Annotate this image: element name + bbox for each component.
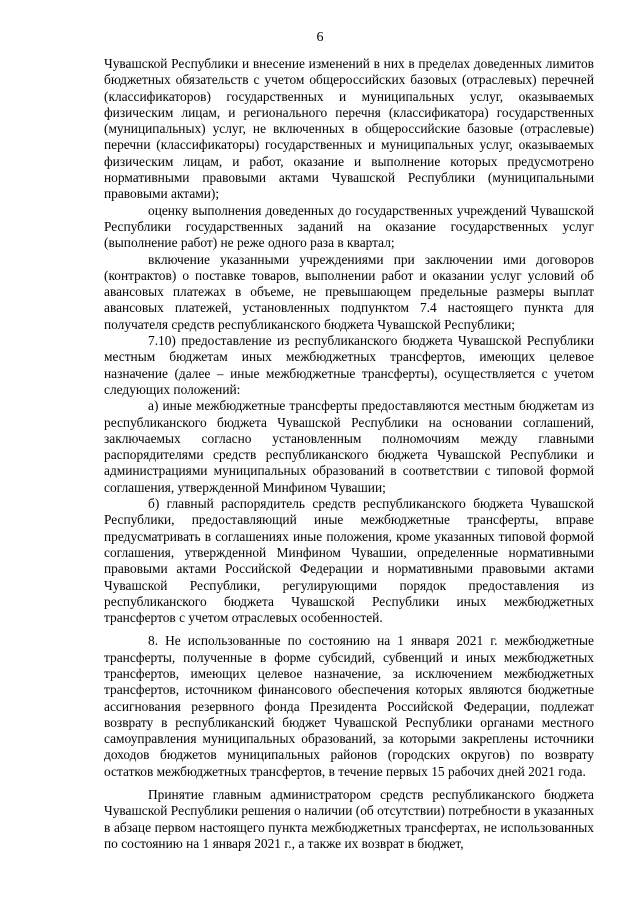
- paragraph-decision: Принятие главным администратором средств республиканского бюджета Чувашской Республики решения о наличии (об отсутствии) потребности в указанных в абзаце первом настоящего пункта межбюджетных трансфертах, не использованных по состоянию на 1 января 2021 г., а также их возврат в бюджет,: [104, 787, 594, 851]
- paragraph-8: 8. Не использованные по состоянию на 1 января 2021 г. межбюджетные трансферты, полученные в форме субсидий, субвенций и иных межбюджетных трансфертов, имеющих целевое назначение, за исключением межбюджетных трансфертов, источником финансового обеспечения которых являются бюджетные ассигнования резервного фонда Президента Российской Федерации, подлежат возврату в республиканский бюджет Чувашской Республики органами местного самоуправления муниципальных образований, за которыми закреплены источники доходов бюджетов муниципальных районов (городских округов) по возврату остатков межбюджетных трансфертов, в течение первых 15 рабочих дней 2021 года.: [104, 633, 594, 779]
- page-number: 6: [316, 30, 324, 45]
- paragraph-advance-payments: включение указанными учреждениями при заключении ими договоров (контрактов) о поставке товаров, выполнении работ и оказании услуг условий об авансовых платежах в объеме, не превышающем предельные размеры выплат авансовых платежей, установленных подпунктом 7.4 настоящего пункта для получателя средств республиканского бюджета Чувашской Республики;: [104, 251, 594, 332]
- paragraph-item-b: б) главный распорядитель средств республиканского бюджета Чувашской Республики, предоставляющий иные межбюджетные трансферты, вправе предусматривать в соглашениях иные положения, кроме указанных типовой формой соглашения, утвержденной Минфином Чувашии, определенные нормативными правовыми актами Российской Федерации и нормативными правовыми актами Чувашской Республики, регулирующими порядок предоставления из республиканского бюджета Чувашской Республики иных межбюджетных трансфертов с учетом отраслевых особенностей.: [104, 496, 594, 626]
- paragraph-assessment: оценку выполнения доведенных до государственных учреждений Чувашской Республики государственных заданий на оказание государственных услуг (выполнение работ) не реже одного раза в квартал;: [104, 202, 594, 251]
- paragraph-7-10: 7.10) предоставление из республиканского бюджета Чувашской Республики местным бюджетам иных межбюджетных трансфертов, имеющих целевое назначение (далее – иные межбюджетные трансферты), осуществляется с учетом следующих положений:: [104, 333, 594, 397]
- paragraph-continuation: Чувашской Республики и внесение изменений в них в пределах доведенных лимитов бюджетных обязательств с учетом общероссийских базовых (отраслевых) перечней (классификаторов) государственных и муниципальных услуг, оказываемых физическим лицам, и регионального перечня (классификатора) государственных (муниципальных) услуг, не включенных в общероссийские базовые (отраслевые) перечни (классификаторы) государственных и муниципальных услуг, оказываемых физическим лицам, и работ, оказание и выполнение которых предусмотрено нормативными правовыми актами Чувашской Республики (муниципальными правовыми актами);: [104, 56, 594, 202]
- document-body: [104, 56, 594, 852]
- paragraph-item-a: а) иные межбюджетные трансферты предоставляются местным бюджетам из республиканского бюджета Чувашской Республики на основании соглашений, заключаемых согласно установленным полномочиям между главными распорядителями средств республиканского бюджета Чувашской Республики и администрациями муниципальных образований в соответствии с типовой формой соглашения, утвержденной Минфином Чувашии;: [104, 398, 594, 495]
